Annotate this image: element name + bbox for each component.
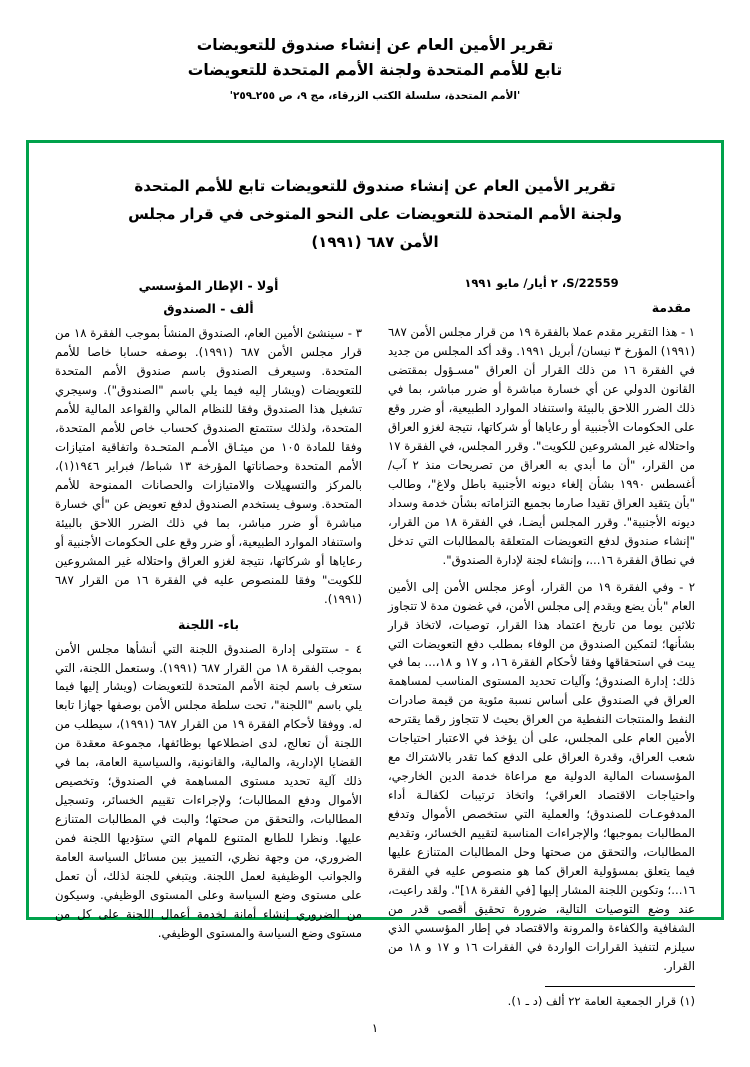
footnote-divider xyxy=(545,986,695,987)
box-title-line-2: ولجنة الأمم المتحدة للتعويضات على النحو المتوخى في قرار مجلس xyxy=(128,204,622,223)
header-source-citation: 'الأمم المتحدة، سلسلة الكتب الزرقاء، مج ٩، ص ٢٥٥ـ٢٥٩' xyxy=(229,89,521,102)
box-title xyxy=(95,173,655,256)
box-title-line-1: تقرير الأمين العام عن إنشاء صندوق للتعويضات تابع للأمم المتحدة xyxy=(134,177,616,195)
paragraph-2: ٢ - وفي الفقرة ١٩ من القرار، أوعز مجلس الأمن إلى الأمين العام "بأن يضع ويقدم إلى مجلس الأمن، في غضون مدة لا تتجاوز ثلاثين يوما من تاريخ اعتماد هذا القرار، توصيات، لاتخاذ قرار بشأنها؛ لتمكين الصندوق من الوفاء بمطلب دفع التعويضات التي يبت في استحقاقها وفقا لأحكام الفقرة ١٦، و ١٧ و ١٨،... بما في ذلك: إدارة الصندوق؛ وآليات تحديد المستوى المناسب لمساهمة العراق في الصندوق على أساس نسبة مئوية من قيمة صادرات النفط والمنتجات النفطية من العراق بحيث لا تتجاوز رقما يقترحه الأمين العام على المجلس، على أن يؤخذ في الاعتبار احتياجات شعب العراق، وقدرة العراق على الدفع كما تقدر بالاشتراك مع المؤسسات المالية الدولية مع مراعاة خدمة الدين الخارجي، واحتياجات الاقتصاد العراقي؛ واتخاذ ترتيبات لكفالـة أداء المدفوعـات للصندوق؛ والعملية التي ستخصص الأموال وتدفع المطالبات بموجبها؛ والإجراءات المناسبة لتقييم الخسائر، وتقديم المطالبات، والتحقق من صحتها وحل المطالبات المتنازع عليها فيما يتعلق بمسؤولية العراق كما هو منصوص عليه في الفقرة ١٦...؛ وتكوين اللجنة المشار إليها [في الفقرة ١٨]". ولقد راعيت، عند وضع التوصيات التالية، ضرورة تحقيق أقصى قدر من الشفافية والكفاءة والمرونة والاقتصاد في إطار المؤسسي الذي سيلزم لتنفيذ القرارات الواردة في الفقرات ١٦ و ١٧ و ١٨ من القرار. xyxy=(388,579,696,973)
two-column-body xyxy=(55,276,695,1007)
intro-heading: مقدمة xyxy=(651,300,691,316)
right-column xyxy=(388,276,695,1007)
paragraph-3: ٣ - سينشئ الأمين العام، الصندوق المنشأ بموجب الفقرة ١٨ من قرار مجلس الأمن ٦٨٧ (١٩٩١). بوصفه حسابا خاصا للأمم المتحدة. وسيعرف الصندوق باسم صندوق الأمم المتحدة للتعويضات (ويشار إليه فيما يلي باسم "الصندوق"). وسيجري تشغيل هذا الصندوق وفقا للنظام المالي والقواعد المالية للأمم المتحدة، ولذلك ستتمتع الصندوق كحساب خاص للأمم المتحدة، وفقا للمادة ١٠٥ من ميثـاق الأمـم المتحـدة واتفاقية امتيازات الأمم المتحدة وحصاناتها المؤرخة ١٣ شباط/ فبراير ١٩٤٦(١)، بالمركز والتسهيلات والامتيازات والحصانات الممنوحة للأمم المتحدة. وسوف يستخدم الصندوق لدفع تعويض عن "أي خسارة مباشرة أو ضرر مباشر، بما في ذلك الضرر اللاحق بالبيئة واستنفاد الموارد الطبيعية، أو ضرر وقع على الحكومات الأجنبية أو رعاياها أو شركاتها، نتيجة لغزو العراق واحتلاله غير المشروعين للكويت" وفقا للمنصوص عليه في الفقرة ١٦ من القرار ٦٨٧ (١٩٩١). xyxy=(55,326,363,606)
subsection-heading-ba: باء- اللجنة xyxy=(177,616,240,632)
green-bordered-content-box xyxy=(26,140,724,1008)
box-inner xyxy=(29,143,721,1008)
paragraph-4: ٤ - ستتولى إدارة الصندوق اللجنة التي أنشأها مجلس الأمن بموجب الفقرة ١٨ من القرار ٦٨٧ (١٩٩١). وستعمل اللجنة، التي ستعرف باسم لجنة الأمم المتحدة للتعويضات (ويشار إليها فيما يلي باسم "اللجنة"، تحت سلطة مجلس الأمن بوصفها جهازا تابعا له. ووفقا لأحكام الفقرة ١٩ من القرار ٦٨٧ (١٩٩١)، سيطلب من اللجنة أن تعالج، لدى اضطلاعها بوظائفها، مجموعة معقدة من القضايا الإدارية، والمالية، والقانونية، والسياسية العامة، بما في ذلك آلية تحديد مستوى المساهمة في الصندوق؛ وتخصيص الأموال ودفع المطالبات؛ ولإجراءات تقييم الخسائر، وتسجيل المطالبات، والتحقق من صحتها؛ والبت في المطالبات المتنازع عليها. ونظرا للطابع المتنوع للمهام التي ستؤديها اللجنة فمن الضروري، من وجهة نظري، التمييز بين مسائل السياسة العامة والجوانب الوظيفية لعمل اللجنة. ويتبغي للجنة لذلك، أن تعمل على مستوى وضع السياسة وعلى المستوى الوظيفي. وسيكون من الضروري إنشاء أمانة لخدمة أعمال اللجنة على كل من مستوى وضع السياسة والمستوى الوظيفي. xyxy=(55,641,363,940)
document-header xyxy=(0,0,750,102)
document-symbol-and-date: S/22559، ٢ أيار/ مايو ١٩٩١ xyxy=(464,276,619,291)
page-number: ١ xyxy=(371,1021,379,1035)
subsection-heading-alef: ألف - الصندوق xyxy=(163,301,254,317)
section-heading-first: أولا - الإطار المؤسسي xyxy=(138,278,279,294)
box-title-line-3: الأمن ٦٨٧ (١٩٩١) xyxy=(311,232,439,251)
footnote-area xyxy=(388,986,695,1008)
header-title-line-1: تقرير الأمين العام عن إنشاء صندوق للتعويضات xyxy=(196,36,554,54)
footnote-1: (١) قرار الجمعية العامة ٢٢ ألف (د ـ ١). xyxy=(507,993,695,1008)
header-title-line-2: تابع للأمم المتحدة ولجنة الأمم المتحدة للتعويضات xyxy=(187,61,563,80)
paragraph-1: ١ - هذا التقرير مقدم عملا بالفقرة ١٩ من قرار مجلس الأمن ٦٨٧ (١٩٩١) المؤرخ ٣ نيسان/ أبريل ١٩٩١. وقد أكد المجلس من جديد في الفقرة ١٦ من ذلك القرار أن العراق "مسـؤول بمقتضى القانون الدولي عن أي خسارة مباشرة أو ضرر مباشر، بما في ذلك الضرر اللاحق بالبيئة واستنفاد الموارد الطبيعية، أو ضرر وقع على الحكومات الأجنبية أو رعاياها أو شركاتها، نتيجة لغزو العراق واحتلاله غير المشروعين للكويت". وقرر المجلس، في الفقرة ١٧ من القرار، "أن ما أبدي به العراق من تصريحات منذ ٢ آب/ أغسطس ١٩٩٠ بشأن إلغاء ديونه الأجنبية باطل ولاغ"، وطالب "بأن يتقيد العراق تقيدا صارما بجميع التزاماته بشأن خدمة وسداد ديونه الأجنبية". وقرر المجلس أيضـا، في الفقرة ١٨ من القرار، "إنشاء صندوق لدفع التعويضات المتعلقة بالمطالبات التي تدخل في نطاق الفقرة ١٦...، وإنشاء لجنة لإدارة الصندوق". xyxy=(388,325,696,567)
left-column xyxy=(55,276,362,951)
